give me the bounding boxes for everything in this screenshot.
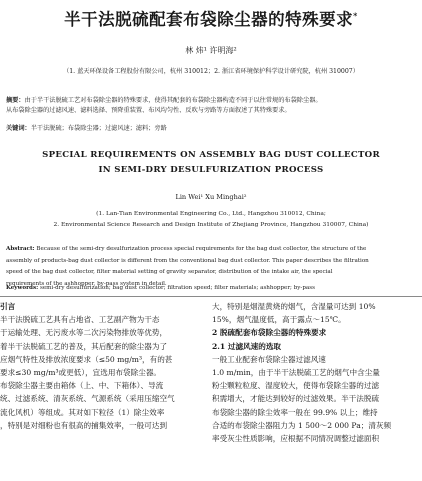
body-line: 着半干法脱硫工艺的普及，其后配套的除尘器为了 (0, 341, 168, 351)
body-line: 一般工业配套布袋除尘器过滤风速 (212, 354, 326, 364)
body-line: 积需增大，才能达到较好的过滤效果。半干法脱硫 (212, 394, 380, 404)
body-line: 合适的布袋除尘器阻力为 1 500～2 000 Pa；清灰频 (212, 420, 392, 430)
affiliations-cn: （1. 蓝天环保设备工程股份有限公司，杭州 310012；2. 浙江省环境保护科学设计研究院，杭州 310007） (63, 68, 359, 75)
title-en-line-1: SPECIAL REQUIREMENTS ON ASSEMBLY BAG DUST COLLECTOR (42, 150, 380, 160)
paper-title-cn (0, 6, 422, 30)
abstract-cn-line-2: 从布袋除尘器的过滤风速、滤料选择、预降重装置、布风均匀性、反吹与旁路等方面叙述了其特殊要求。 (6, 106, 291, 114)
abstract-cn-line-1 (6, 96, 418, 106)
body-line: 率受灰尘性质影响，应根据不同情况调整过滤面积 (212, 434, 380, 444)
abstract-en-line-1 (6, 244, 418, 256)
abstract-en (6, 244, 418, 290)
body-line: 要求≤30 mg/m³或更低），宜选用布袋除尘器。 (0, 368, 162, 378)
title-en-line-2: IN SEMI-DRY DESULFURIZATION PROCESS (98, 165, 324, 175)
abstract-en-line-3: speed of the bag dust collector, filter material setting of gravity separator, distribution of the intake air, the special (6, 269, 333, 276)
title-text: 半干法脱硫配套布袋除尘器的特殊要求 (64, 10, 354, 29)
keywords-en-text: semi-dry desulfurization; bag dust collector; filtration speed; filter materials; ashhopper; by-pass (38, 285, 315, 291)
title-footnote-mark: * (353, 10, 358, 21)
body-line: 布袋除尘器主要由箱体（上、中、下箱体）、导流 (0, 381, 164, 391)
body-left-column (0, 300, 200, 432)
abstract-cn (6, 96, 418, 115)
affiliations-en (0, 209, 422, 231)
abstract-cn-label: 摘要： (6, 97, 25, 104)
abstract-en-line-2: assembly of products-bag dust collector is different from the conventional bag dust collector. This paper describes the filtration (6, 257, 369, 264)
body-line: 于运输处理、无污废水等二次污染物排放等优势， (0, 328, 168, 338)
body-line: 应烟气特性及排放浓度要求（≤50 mg/m³，有的甚 (0, 354, 173, 364)
body-line: 大，特别是烟湿黄烧的烟气，含湿量可达到 10% (212, 302, 376, 311)
body-line: 统、过滤系统、清灰系统、气源系统（采用压缩空气 (0, 394, 175, 404)
section-heading-intro: 引言 (0, 302, 16, 311)
body-line: 粉尘颗粒粒度、湿度较大，使得布袋除尘器的过滤 (212, 381, 380, 391)
paper-title-en (0, 148, 422, 178)
body-line: 半干法脱硫工艺具有占地省、工艺副产物为干态 (0, 315, 160, 325)
keywords-cn (6, 123, 418, 132)
body-line: 流化风机）等组成。其对如下粒径（1）除尘效率 (0, 407, 165, 417)
affiliation-en-2: 2. Environmental Science Research and Design Institute of Zhejiang Province, Hangzhou 310007, China) (53, 222, 369, 228)
abstract-en-line-4: requirements of the ashhopper, by-pass system in detail. (6, 280, 167, 287)
body-line: 1.0 m/min，由于半干法脱硫工艺的烟气中含尘量 (212, 368, 380, 378)
keywords-en (6, 285, 418, 291)
section-divider (0, 296, 422, 297)
body-line: ，特别是对细粉也有很高的捕集效率，一般可达到 (0, 420, 168, 430)
body-right-column (212, 300, 422, 445)
abstract-en-label: Abstract: (6, 246, 35, 252)
section-heading-2-1: 2.1 过滤风速的选取 (212, 341, 282, 351)
authors-en: Lin Wei¹ Xu Minghai² (175, 193, 247, 201)
section-heading-2: 2 脱硫配套布袋除尘器的特殊要求 (212, 328, 327, 338)
body-line: 布袋除尘器的除尘效率一般在 99.9% 以上；维持 (212, 407, 378, 417)
authors-cn: 林 炜¹ 许明海² (185, 46, 237, 55)
abstract-cn-text-1: 由于半干法脱硫工艺对布袋除尘器的特殊要求，使得其配套的布袋除尘器构造不同于以往常规的布袋除尘器。 (24, 97, 322, 104)
keywords-cn-text: 半干法脱硫；布袋除尘器；过滤风速；滤料；旁路 (30, 125, 167, 132)
keywords-cn-label: 关键词： (6, 125, 31, 132)
affiliation-en-1: (1. Lan-Tian Environmental Engineering Co., Ltd., Hangzhou 310012, China; (96, 211, 326, 217)
body-line: 15%，烟气温度低，高于露点～15℃。 (212, 315, 346, 325)
abstract-en-text-1: Because of the semi-dry desulfurization process special requirements for the bag dust collector, the structure of the (34, 246, 367, 252)
keywords-en-label: Keywords: (6, 285, 39, 291)
